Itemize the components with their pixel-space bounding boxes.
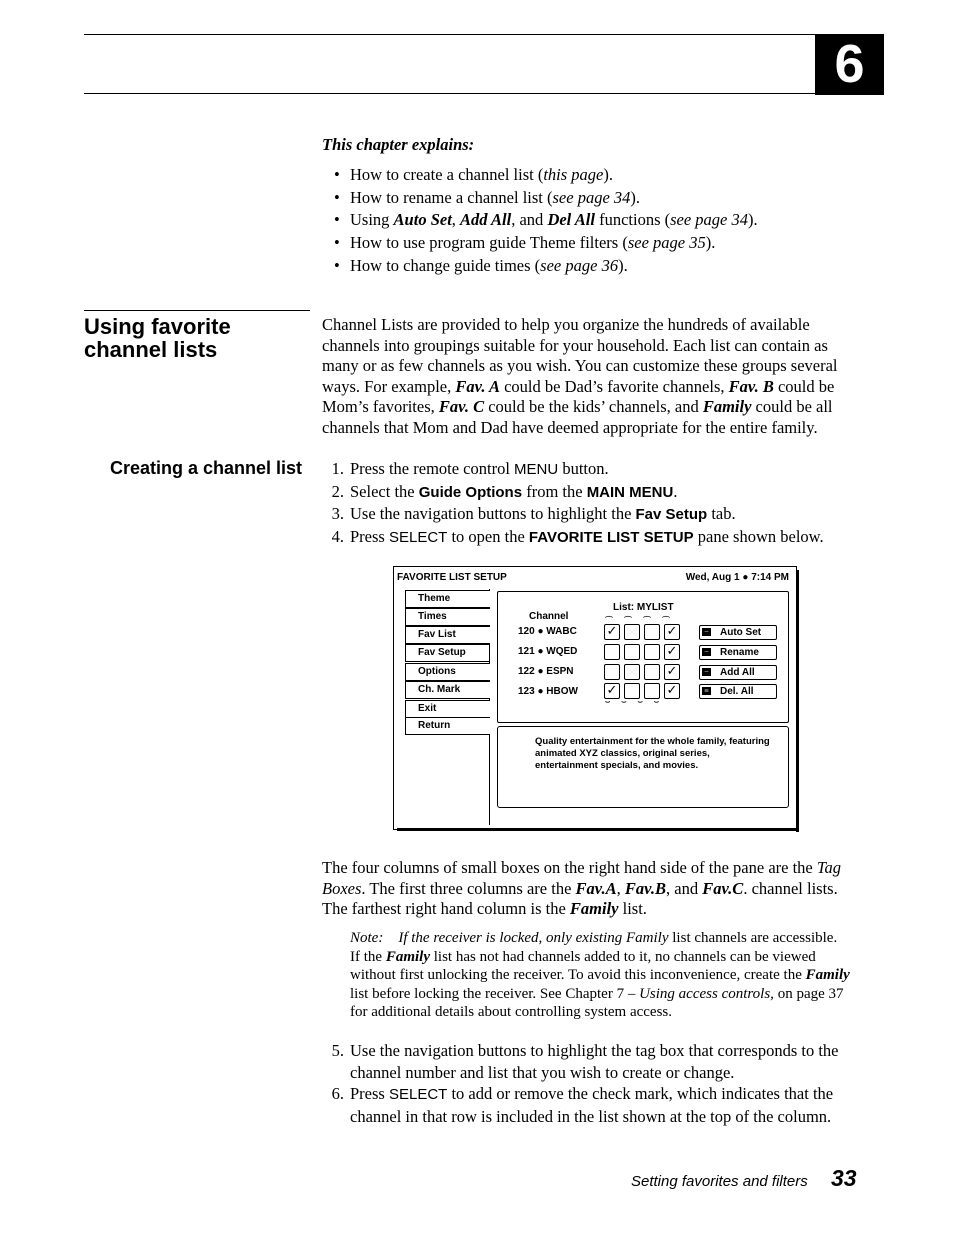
- list-item: • How to create a channel list (this page).: [334, 165, 614, 184]
- page-number: 33: [831, 1165, 857, 1191]
- figure-shadow-bottom: [397, 828, 799, 831]
- chapter-number: 6: [815, 34, 884, 95]
- tag-box-122-family[interactable]: ✓: [664, 664, 680, 680]
- intro-heading: This chapter explains:: [322, 135, 475, 154]
- minus-icon: −: [702, 668, 711, 676]
- list-item: 2. Select the Guide Options from the MAIN MENU.: [331, 481, 678, 501]
- tag-box-122-fav-a[interactable]: [604, 664, 620, 680]
- tag-box-121-fav-a[interactable]: [604, 644, 620, 660]
- channel-row-label: 122 ● ESPN: [518, 666, 574, 677]
- figure-shadow-right: [796, 570, 799, 832]
- list-item: • Using Auto Set, Add All, and Del All functions (see page 34).: [334, 210, 758, 230]
- tag-box-122-fav-b[interactable]: [624, 664, 640, 680]
- tag-box-122-fav-c[interactable]: [644, 664, 660, 680]
- tab-fav-list[interactable]: Fav List: [405, 626, 490, 644]
- tag-box-121-fav-c[interactable]: [644, 644, 660, 660]
- add-all-button[interactable]: − Add All: [699, 665, 777, 680]
- del-all-button[interactable]: ≡ Del. All: [699, 684, 777, 699]
- tag-box-123-fav-a[interactable]: ✓: [604, 683, 620, 699]
- figure-title: FAVORITE LIST SETUP: [397, 572, 507, 583]
- tag-column-down-carets: ⌣⌣⌣⌣: [605, 697, 671, 706]
- channel-row-label: 120 ● WABC: [518, 626, 577, 637]
- list-item: 4. Press SELECT to open the FAVORITE LIST SETUP pane shown below.: [331, 526, 824, 546]
- list-item: • How to rename a channel list (see page 34).: [334, 187, 641, 207]
- tab-times[interactable]: Times: [405, 608, 490, 626]
- list-item: • How to use program guide Theme filters (see page 35).: [334, 233, 716, 253]
- footer-section-title: Setting favorites and filters: [631, 1173, 808, 1190]
- rename-button[interactable]: − Rename: [699, 645, 777, 660]
- channel-header: Channel: [529, 611, 569, 622]
- section-title: Using favorite channel lists: [84, 314, 231, 362]
- tab-return[interactable]: Return: [405, 717, 490, 735]
- list-item: • How to change guide times (see page 36).: [334, 255, 628, 275]
- tag-box-120-fav-b[interactable]: [624, 624, 640, 640]
- steps-list: [322, 458, 867, 548]
- intro-bullet-list: [334, 164, 758, 277]
- figure-datetime: Wed, Aug 1 ● 7:14 PM: [685, 572, 789, 583]
- channel-row-label: 123 ● HBOW: [518, 686, 578, 697]
- tag-boxes-paragraph: The four columns of small boxes on the right hand side of the pane are the Tag Boxes. The first three columns are the Fav.A, Fav.B, and Fav.C. channel lists. The farthest right hand column is the Family list.: [322, 858, 842, 919]
- tab-exit[interactable]: Exit: [405, 700, 490, 718]
- auto-set-button[interactable]: − Auto Set: [699, 625, 777, 640]
- program-description: Quality entertainment for the whole family, featuring animated XYZ classics, original series, entertainment specials, and movies.: [535, 736, 770, 771]
- tag-box-123-family[interactable]: ✓: [664, 683, 680, 699]
- list-label: List: MYLIST: [613, 602, 674, 613]
- tag-box-123-fav-c[interactable]: [644, 683, 660, 699]
- tab-fav-setup[interactable]: Fav Setup: [405, 644, 490, 662]
- steps-list-continued: [322, 1040, 867, 1127]
- favorite-list-setup-figure: [393, 566, 797, 830]
- tag-box-121-fav-b[interactable]: [624, 644, 640, 660]
- tag-box-120-fav-a[interactable]: ✓: [604, 624, 620, 640]
- list-item: 6. Press SELECT to add or remove the check mark, which indicates that the channel in that row is included in the list shown at the top of the column.: [331, 1084, 834, 1126]
- list-item: 5. Use the navigation buttons to highlight the tag box that corresponds to the channel number and list that you wish to create or change.: [331, 1041, 839, 1082]
- minus-icon: −: [702, 628, 711, 636]
- channel-row-label: 121 ● WQED: [518, 646, 578, 657]
- section-rule: [84, 310, 310, 311]
- list-item: 1. Press the remote control MENU button.: [331, 459, 609, 478]
- header-rule-bottom: [84, 93, 815, 94]
- list-item: 3. Use the navigation buttons to highlight the Fav Setup tab.: [331, 504, 736, 523]
- subsection-title: Creating a channel list: [110, 458, 303, 478]
- tag-box-120-family[interactable]: ✓: [664, 624, 680, 640]
- tag-box-123-fav-b[interactable]: [624, 683, 640, 699]
- tag-box-121-family[interactable]: ✓: [664, 644, 680, 660]
- tag-box-120-fav-c[interactable]: [644, 624, 660, 640]
- tab-theme[interactable]: Theme: [405, 590, 490, 608]
- tag-column-up-carets: ⌒⌒⌒⌒: [605, 616, 681, 625]
- section-paragraph: Channel Lists are provided to help you organize the hundreds of available channels into groupings suitable for your household. Each list can contain as many or as few channels as you wish. You can customize these groups several ways. For example, Fav. A could be Dad’s favorite channels, Fav. B could be Mom’s favorites, Fav. C could be the kids’ channels, and Family could be all channels that Mom and Dad have deemed appropriate for the entire family.: [322, 315, 838, 437]
- minus-icon: −: [702, 648, 711, 656]
- tab-options[interactable]: Options: [405, 663, 490, 681]
- header-rule-top: [84, 34, 815, 35]
- menu-icon: ≡: [702, 687, 711, 695]
- tab-ch-mark[interactable]: Ch. Mark: [405, 681, 490, 699]
- note: Note: If the receiver is locked, only existing Family list channels are accessible. If the Family list has not had channels added to it, no channels can be viewed without first unlocking the receiver. To avoid this inconvenience, create the Family list before locking the receiver. See Chapter 7 – Using access controls, on page 37 for additional details about controlling system access.: [350, 930, 850, 1021]
